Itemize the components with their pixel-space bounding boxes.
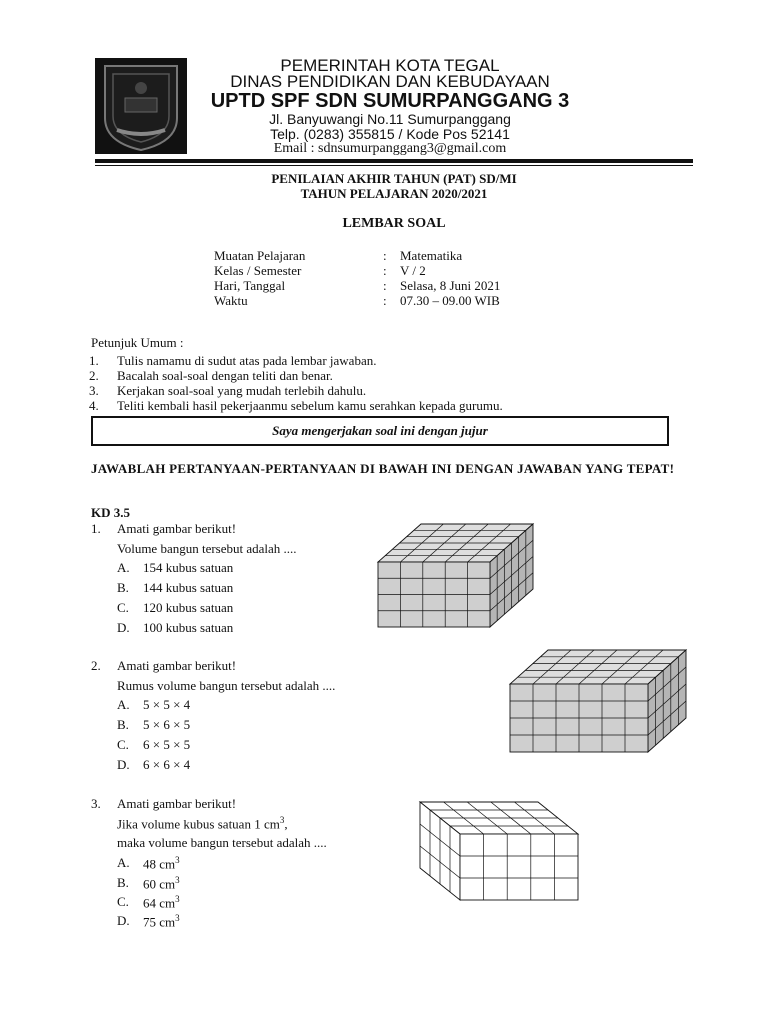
exam-year: TAHUN PELAJARAN 2020/2021 <box>300 186 488 201</box>
option-value: 60 cm <box>143 876 176 892</box>
info-key: Hari, Tanggal <box>214 278 286 293</box>
info-key: Muatan Pelajaran <box>214 248 306 263</box>
unit-exponent: 3 <box>175 875 180 885</box>
cuboid-figure-3 <box>416 800 582 904</box>
question-number: 3. <box>91 796 101 811</box>
header-school-name: UPTD SPF SDN SUMURPANGGANG 3 <box>210 90 570 112</box>
option-text: 6 × 5 × 5 <box>143 737 191 752</box>
instruction-text: Teliti kembali hasil pekerjaanmu sebelum kamu serahkan kepada gurumu. <box>117 398 503 413</box>
info-value: V / 2 <box>400 263 426 278</box>
option-text <box>143 855 180 872</box>
option-letter: C. <box>117 894 129 909</box>
kd-label: KD 3.5 <box>91 505 130 520</box>
question-prompt: Amati gambar berikut! <box>117 521 237 536</box>
option-text: 144 kubus satuan <box>143 580 234 595</box>
instruction-text: Tulis namamu di sudut atas pada lembar jawaban. <box>117 353 377 368</box>
honesty-pledge-box: Saya mengerjakan soal ini dengan jujur <box>91 416 669 446</box>
option-letter: B. <box>117 580 129 595</box>
instruction-number: 4. <box>89 398 99 413</box>
option-value: 48 cm <box>143 856 176 872</box>
instruction-number: 3. <box>89 383 99 398</box>
option-text: 154 kubus satuan <box>143 560 234 575</box>
exam-title: PENILAIAN AKHIR TAHUN (PAT) SD/MI <box>271 171 517 186</box>
cuboid-figure-1 <box>375 522 535 634</box>
header-email: Email : sdnsumurpanggang3@gmail.com <box>273 141 507 156</box>
cuboid-front-face <box>460 834 578 900</box>
header-phone: Telp. (0283) 355815 / Kode Pos 52141 <box>270 126 510 142</box>
cuboid-figure-2 <box>508 648 688 756</box>
option-letter: A. <box>117 560 130 575</box>
option-letter: B. <box>117 717 129 732</box>
option-value: 75 cm <box>143 914 176 930</box>
option-text <box>143 875 180 892</box>
question-text-comma: , <box>284 816 288 832</box>
option-text: 5 × 5 × 4 <box>143 697 191 712</box>
main-instruction: JAWABLAH PERTANYAAN-PERTANYAAN DI BAWAH INI DENGAN JAWABAN YANG TEPAT! <box>91 461 675 476</box>
info-value: 07.30 – 09.00 WIB <box>400 293 500 308</box>
info-value: Matematika <box>400 248 463 263</box>
question-number: 2. <box>91 658 101 673</box>
instruction-number: 1. <box>89 353 99 368</box>
header-address: Jl. Banyuwangi No.11 Sumurpanggang <box>269 111 511 127</box>
instruction-text: Bacalah soal-soal dengan teliti dan benar. <box>117 368 333 383</box>
instruction-text: Kerjakan soal-soal yang mudah terlebih dahulu. <box>117 383 367 398</box>
info-key: Waktu <box>214 293 248 308</box>
question-text: Rumus volume bangun tersebut adalah .... <box>117 678 336 693</box>
option-letter: D. <box>117 757 130 772</box>
question-number: 1. <box>91 521 101 536</box>
option-letter: D. <box>117 620 130 635</box>
info-key: Kelas / Semester <box>214 263 302 278</box>
option-letter: A. <box>117 697 130 712</box>
info-colon: : <box>383 278 387 293</box>
question-text <box>117 815 288 832</box>
option-text: 5 × 6 × 5 <box>143 717 191 732</box>
unit-exponent: 3 <box>279 815 285 825</box>
info-colon: : <box>383 293 387 308</box>
question-prompt: Amati gambar berikut! <box>117 658 237 673</box>
info-value: Selasa, 8 Juni 2021 <box>400 278 501 293</box>
option-value: 64 cm <box>143 895 176 911</box>
question-prompt: Amati gambar berikut! <box>117 796 237 811</box>
header-government: PEMERINTAH KOTA TEGAL <box>280 56 500 75</box>
unit-exponent: 3 <box>175 894 180 904</box>
info-colon: : <box>383 248 387 263</box>
question-text: Volume bangun tersebut adalah .... <box>117 541 297 556</box>
instruction-number: 2. <box>89 368 99 383</box>
option-text: 100 kubus satuan <box>143 620 234 635</box>
option-letter: D. <box>117 913 130 928</box>
option-letter: C. <box>117 600 129 615</box>
question-text: maka volume bangun tersebut adalah .... <box>117 835 327 850</box>
header-thin-divider <box>95 165 693 166</box>
option-text <box>143 913 180 930</box>
instructions-heading: Petunjuk Umum : <box>91 335 184 350</box>
unit-exponent: 3 <box>175 913 180 923</box>
option-letter: B. <box>117 875 129 890</box>
header-department: DINAS PENDIDIKAN DAN KEBUDAYAAN <box>230 72 550 91</box>
option-text: 120 kubus satuan <box>143 600 234 615</box>
unit-exponent: 3 <box>175 855 180 865</box>
sheet-title: LEMBAR SOAL <box>342 216 446 231</box>
question-text-main: Jika volume kubus satuan 1 cm <box>117 816 280 832</box>
header-thick-divider <box>95 159 693 163</box>
option-letter: C. <box>117 737 129 752</box>
school-emblem-logo <box>95 58 187 154</box>
option-text <box>143 894 180 911</box>
info-colon: : <box>383 263 387 278</box>
option-text: 6 × 6 × 4 <box>143 757 191 772</box>
option-letter: A. <box>117 855 130 870</box>
